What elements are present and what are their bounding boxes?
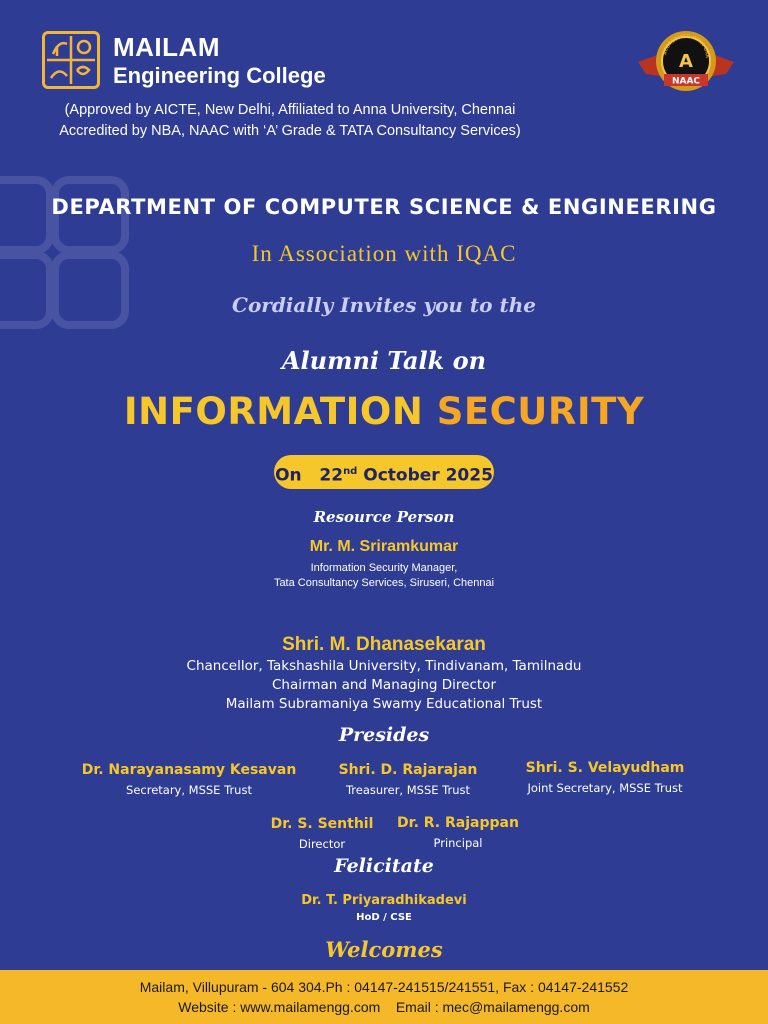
invites-text: Cordially Invites you to the [232, 293, 536, 317]
presider-role: Director [298, 837, 346, 851]
welcomes-label: Welcomes [325, 937, 443, 962]
contact-footer [0, 970, 768, 1024]
presider-role: Joint Secretary, MSSE Trust [527, 781, 683, 795]
footer-address: Mailam, Villupuram - 604 304.Ph : 04147-241515/241551, Fax : 04147-241552 [139, 979, 629, 995]
chief-line-1: Chancellor, Takshashila University, Tindivanam, Tamilnadu [186, 658, 582, 674]
badge-label: NAAC [671, 76, 701, 87]
college-logo-icon [42, 31, 100, 89]
chief-name: Shri. M. Dhanasekaran [282, 634, 486, 655]
date-rest: October 2025 [363, 465, 493, 486]
presider-role: Treasurer, MSSE Trust [345, 783, 471, 797]
presider-name: Dr. Narayanasamy Kesavan [81, 762, 297, 778]
approval-text [20, 100, 560, 142]
talk-label: Alumni Talk on [281, 346, 487, 375]
event-title-part-1: INFORMATION [123, 390, 424, 433]
event-date-badge [274, 455, 494, 489]
presides-label: Presides [338, 724, 430, 746]
naac-badge-icon [636, 28, 736, 94]
resource-person-organisation: Tata Consultancy Services, Siruseri, Chennai [273, 577, 495, 589]
department-heading: DEPARTMENT OF COMPUTER SCIENCE & ENGINEERING [51, 195, 717, 219]
date-day: 22 [319, 465, 344, 486]
footer-web-email: Website : www.mailamengg.com Email : mec@mailamengg.com [178, 999, 590, 1015]
college-name: MAILAM [113, 32, 220, 62]
presider-name: Shri. D. Rajarajan [338, 762, 478, 778]
felicitate-label: Felicitate [334, 855, 434, 877]
badge-grade: A [679, 51, 693, 72]
date-prefix: On [275, 465, 302, 486]
presider-role: Principal [433, 836, 483, 850]
approval-line-1: (Approved by AICTE, New Delhi, Affiliated to Anna University, Chennai [64, 102, 516, 118]
resource-person-name: Mr. M. Sriramkumar [309, 538, 459, 555]
presider-card [244, 816, 400, 851]
association-text: In Association with IQAC [251, 241, 517, 266]
approval-line-2: Accredited by NBA, NAAC with ‘A’ Grade & TATA Consultancy Services) [59, 123, 521, 139]
presider-card [60, 762, 318, 797]
resource-person-designation: Information Security Manager, [310, 562, 458, 574]
resource-person-label: Resource Person [313, 508, 455, 526]
date-suffix: nd [343, 466, 358, 477]
college-subtitle: Engineering College [113, 63, 326, 88]
chief-line-2: Chairman and Managing Director [272, 677, 496, 693]
presider-card [390, 815, 526, 850]
chief-line-3: Mailam Subramaniya Swamy Educational Trust [225, 696, 543, 712]
event-title-part-2: SECURITY [436, 390, 645, 433]
presider-card [500, 760, 710, 795]
felicitate-role: HoD / CSE [356, 912, 412, 923]
felicitate-name: Dr. T. Priyaradhikadevi [301, 893, 467, 908]
badge-ring-text: ACCREDITED WITH GRA [662, 33, 711, 59]
presider-role: Secretary, MSSE Trust [126, 783, 252, 797]
presider-name: Shri. S. Velayudham [525, 760, 685, 776]
presider-name: Dr. R. Rajappan [397, 815, 519, 831]
presider-name: Dr. S. Senthil [270, 816, 374, 832]
presider-card [322, 762, 494, 797]
event-title [0, 390, 768, 433]
